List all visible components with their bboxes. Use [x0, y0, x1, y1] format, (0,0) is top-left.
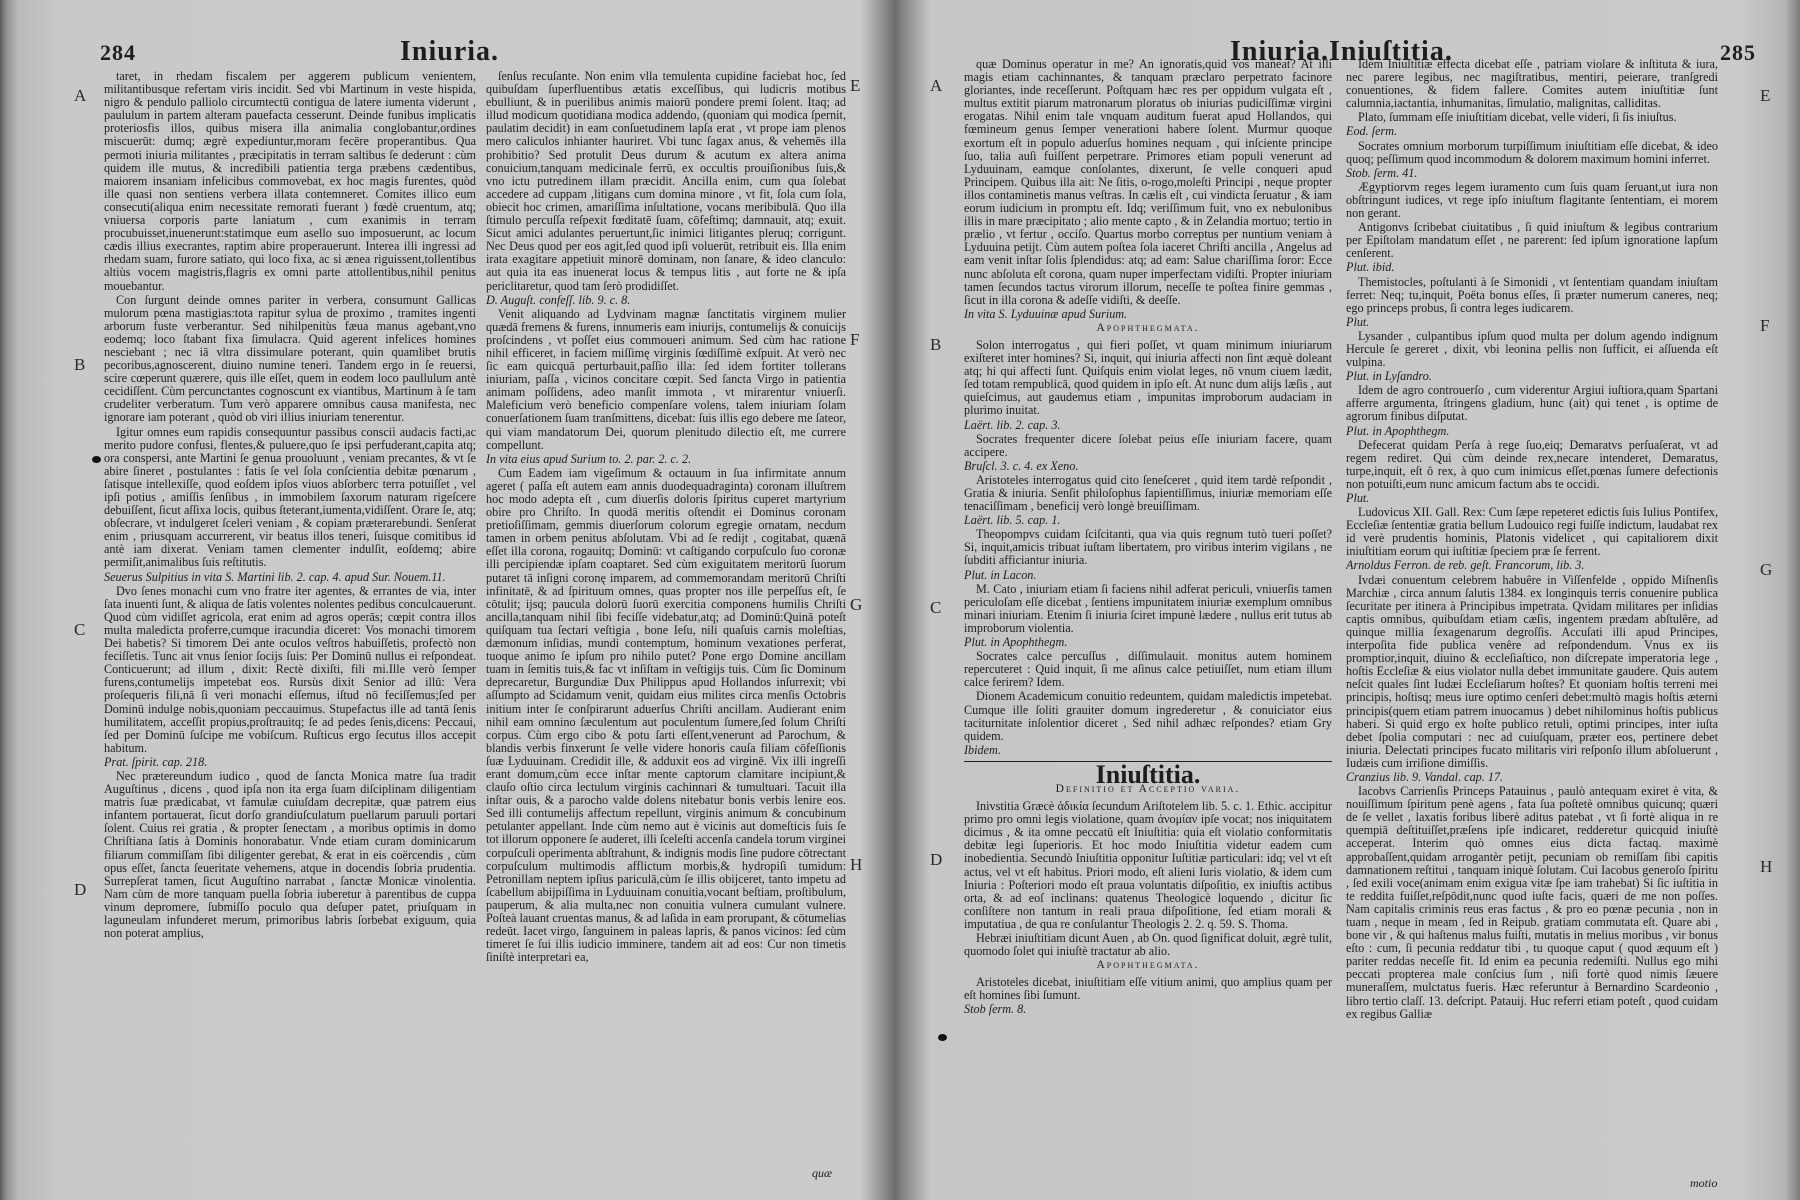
paragraph: Plato, ſummam eſſe iniuſtitiam dicebat, velle videri, ſi ſis iniuſtus.	[1358, 110, 1677, 125]
source-citation: Plut. in Apophthegm.	[1346, 423, 1450, 438]
margin-letter-e: E	[850, 76, 861, 95]
source-citation: Plut.	[1346, 314, 1370, 329]
margin-letter-g: G	[850, 595, 863, 614]
running-head-right: Iniuria.Iniuſtitia.	[1230, 36, 1453, 67]
margin-letter-d: D	[930, 850, 943, 869]
section-heading: Definitio et Acceptio varia.	[1055, 782, 1241, 795]
left-page	[0, 0, 895, 1200]
paragraph: Themistocles, poſtulanti à ſe Simonidi , vt ſententiam quandam iniuſtam ferret: Neq; tu,inquit, Poëta bonus eſſes, ſi præter numerum caneres, neq; ego princeps probus, ſi contra leges iudicarem.	[1346, 274, 1718, 315]
source-citation: Laërt. lib. 5. cap. 1.	[964, 513, 1061, 528]
margin-letter-h: H	[850, 855, 863, 874]
paragraph: Cum Eadem iam vigeſimum & octauum in ſua infirmitate annum ageret ( paſſa eſt autem eam annis duodequadraginta) coronam illuſtrem hoc modo adepta eſt , cum diuerſis doloris ſpiritus cuperet martyrium obire pro Chriſto. In quodā meritis oſtendit ei Dominus coronam pretioſiſſimam, gemmis diuerſorum colorum egregie ornatam, necdum tamen in orbem penitus abſolutam. Vbi ad ſe redijt , cogitabat, quænā eſſet illa corona, rogauitq; Dominū: vt caſtigando corpuſculo ſuo coronæ illi percipiendæ ipſam coaptaret. Sed cùm exiguitatem meritorū ſuorum putaret tā inſigni coronę imparem, ad commemorandam meritorū Chriſti infinitatē, & ad ſpirituum omnes, quas propter nos ille perpeſſus eſt, ſe cōtulit; ijsq; paucula dolorū ſuorū exercitia componens humilis Chriſti ancilla,tanquam nihil ſibi feciſſe videbatur,atq; ad Dominū:Quinā poteſt quiſquam tua ſectari veſtigia , bone Ieſu, nili quaſuis carnis moleſtias, dæmonum inſidias, mundi contemptum, hominum vexationes perferat, tuoque animo ſe ipſum pro nihilo putet? Pone ergo Domine ancillam tuam in ſemitis tuis,& fac vt inſiſtam in veſtigijs tuis. Cùm ſic Dominum deprecaretur, Burgundiæ Dux Philippus apud Hollandos inſurrexit; vbi aſſumpto ad Scidamum venit, quidam eius milites circa menſis Octobris initium inter ſe conſpirarunt aduerſus Chriſti ancillam. Audierant enim nihil eam omnino ſæculentum aut poculentum ſumere,ſed ſolum Chriſti corpus. Cùm ergo cibo & potu ſarti eſſent,venerunt ad Parochum, & blandis verbis finxerunt ſe velle videre honoris cauſa filiam cōfeſſionis ſuæ Lyduuinam. Credidit ille, & adduxit eos ad virginē. Vix illi ingreſſi erant domum,cùm ecce inſtar mente captorum clamitare incipiunt,& clauſo oſtio circa lectulum virginis cachinnari & tumultuari. Tacuit illa inſtar ouis, & a parocho valde dolens nitebatur bonis verbis lenire eos. Sed illi contumelijs affectum repellunt, virginis animum & concubinum petulanter appellant. Inde cùm nemo aut è vicinis aut domeſticis ſuis ſe tot illorum opponere ſe auderet, illi ſceleſti accenſa candela torum virginei corpuſculi operimenta abſtrahunt, & indignis modis ſine pudore cōtrectant corpuſculum multimodis afflictum morbis,& hydropiſi tumidum: Petronillam neptem ipſius pariculā,cùm ſe illis obijceret, tanto impetu ad ſcabellum abijpiſſima in Lyduuinam conuitia,vocant beſtiam, proſtibulum, pauperum, & alia multa,nec non conuitia vulnera cumulant vulnere. Poſteà lauant cruentas manus, & ad laſida in eam prorupant, & cōtumelias redeūt. Iacet virgo, ſanguinem in paleas lapris, & panos vicinos: ſed cùm timeret ſe ſui illis iudicio imminere, tandem ait ad eos: Cur non timetis ſiniſtè interpretari ea,	[486, 465, 846, 965]
margin-letter-e: E	[1760, 86, 1771, 105]
margin-letter-h: H	[1760, 857, 1773, 876]
paragraph: Igitur omnes eum rapidis consequuntur passibus consciì audacis facti,ac merito pudore confusi, flentes,& puluere,quo ſe ipsi perfuderant,capita atq; ora conspersi, ante Martini ſe genua prouoluunt , veniam precantes, & vt ſe abire ſineret , postulantes : fatis ſe vel ſola conſcientia debitæ pœnarum , ſatisque intellexiſſe, quod eoſdem ipſos viuos abſorberc terra potuiſſet , vel ipſi potius , amiſſis ſenſibus , in immobilem ſaxorum naturam rigeſcere debuiſſent, ſicut aſſixa locis, quibus ſteterant,iumenta,vidiſſent. Orare ſe, atq; obſecrare, vt indulgeret ſceleri veniam , & copiam præterarebundi. Senſerat enim , priusquam accurrerent, vir beatus illos teneri, ſuisque comitibus id antè iam dixerat. Veniam tamen clementer indulſit, eoſdemq; abire permiſit,animalibus ſuis reſtitutis.	[104, 424, 476, 570]
right-page	[900, 0, 1800, 1200]
section-heading: Apophthegmata.	[1096, 321, 1200, 334]
paragraph: Solon interrogatus , qui fieri poſſet, vt quam minimum iniuriarum exiſteret inter homines? Si, inquit, qui iniuria affecti non ſint æquè doleant atq; hi qui affecti ſunt. Quiſquis enim violat leges, nō vnum ciuem lædit, ſed totam rempublicā, quod quidem in ipſo eſt. At nunc dum alijs læſis , aut quieſcimus, aut gaudemus etiam , impunitas improborum audaciam in plurimo inuitat.	[964, 337, 1332, 418]
margin-letter-a: A	[74, 86, 87, 105]
page-number-right: 285	[1720, 40, 1756, 65]
paragraph: Nec prætereundum iudico , quod de ſancta Monica matre ſua tradit Auguſtinus , dicens , quod ipſa non ita erga ſuam diſciplinam diligentiam matris ſuæ prædicabat, vt famulæ cuiuſdam decrepitæ, quæ patrem eius infantem portauerat, ſicut dorſo grandiuſculatum puellarum paruuli portari ſolent. Cuius rei gratia , & propter ſenectam , a moribus optimis in domo Chriſtiana ſatis à Dominis honorabatur. Vnde etiam curam dominicarum filiarum commiſſam ſibi diligenter gerebat, & erat in eis coërcendis , cùm opus eſſet, ſancta ſeueritate vehemens, atque in docendis ſobria prudentia. Surrepſerat tamen, ſicut Auguſtino narrabat , ſanctæ Monicæ vinolentia. Nam cùm de more tanquam puella ſobria iuberetur à parentibus de cuppa vinum depromere, ſubmiſſo poculo qua deſuper patet, priuſquam in laguneulam infunderet merum, primoribus labris ſorbebat exiguum, quia non poterat amplius,	[104, 768, 476, 941]
margin-letter-f: F	[1760, 316, 1770, 335]
source-citation: Plut.	[1346, 491, 1370, 505]
paragraph: Iacobvs Carrienſis Princeps Patauinus , paulò antequam exiret è vita, & nouiſſimum ſpiritum penè agens , fata ſua poſtetè omnibus quicunq; quæri de ſe vellet , laxatis foribus liberè aditus patebat , vt ſi fortè aliqua in re quempiā deſtituiſſet,præſens ipſe indicaret, redderetur quicquid iniuſtè acceperat. Interim quò omnes eius dicta factaq. maximè approbaſſent,quidam arrogantèr petijt, pecuniam ob remiſſam ſibi capitis damnationem reſtitui , tanquam iniquè ſolutam. Cui Iacobus generoſo ſpiritu , ſed exili voce(animam enim exigua vitæ ſpe iam trahebat) Si ſic iuſtitia in te reddita fuiſſet,reſpōdit,nunc quod iuſte facis, quæri de me non poſſes. Nam capitalis criminis reus eras factus , & pro eo pœnæ pecunia , non in tuam , neque in meam , ſed in Reipub. gratiam commutata eſt. Quare abi , bone vir , & qui haſtenus malus fuiſti, mutatis in melius moribus , vir bonus eſto : cum, ſi pecunia reddatur tibi , tu quoque caput ( quod æquum eſt ) pariter reddas neceſſe fit. Id enim ea pecunia redemiſti. Nullus ego mihi peccati propterea male conſcius ſum , niſi fortè quod nimis ſæuere muneraſſem, mulctatus fueris. Hæc referuntur à Bernardino Scardeonio , libro tertio claſſ. 13. deſcript. Patauij. Huc referri etiam poteſt , quod cuidam ex regibus Galliæ	[1346, 784, 1718, 1021]
paragraph: Ludovicus XII. Gall. Rex: Cum ſæpe repeteret edictis ſuis Iulius Pontifex, Eccleſiæ ſententiæ gratia bellum Ludouico regi fuiſſe indictum, laudabat rex id verè prudentis hominis, Platonis videlicet , qui capitaliorem dixit iniuſtitiam eorum qui iuſtitiæ ſpeciem præ ſe ferrent.	[1346, 505, 1718, 559]
paragraph: Antigonvs ſcribebat ciuitatibus , ſi quid iniuſtum & legibus contrarium per Epiſtolam mandatum eſſet , ne parerent: ſed ipſum ignoratione lapſum cenſerent.	[1346, 220, 1718, 261]
source-citation: Ibidem.	[964, 742, 1001, 757]
right-column-1	[964, 58, 1332, 1158]
paragraph: Idem Iniuſtitiæ effecta dicebat eſſe , patriam violare & inſtituta & iura, nec parere legibus, nec magiſtratibus, mentiri, peierare, tranſgredi conuentiones, & fidem fallere. Comites autem iniuſtitiæ ſunt calumnia,iactantia, inhumanitas, ſimulatio, malignitas, calliditas.	[1346, 58, 1718, 111]
ink-spot	[938, 1034, 947, 1041]
margin-letter-d: D	[74, 880, 87, 899]
source-citation: Seuerus Sulpitius in vita S. Martini lib. 2. cap. 4. apud Sur. Nouem.11.	[104, 569, 446, 584]
ink-spot	[92, 456, 101, 463]
paragraph: Dvo ſenes monachi cum vno fratre iter agentes, & errantes de via, inter ſata inuenti ſunt, & aliqua de ſatis volentes nolentes pedibus conculcauerunt. Quod cùm vidiſſet agricola, erat enim ad agros operās; cœpit contra illos multa maledicta proferre,cumque iracundia diceret: Vos monachi timorem Dei habetis? Si timorem Dei ante oculos veſtros habuiſſetis, profectò non feciſſetis. Tunc ait vnus ſenior ſocijs ſuis: Per Dominū nullus ei reſpondeat. Conticuerunt; ad illum , dixit: Rectè dixiſti, fili mi.Ille verò ſemper furens,contumelijs impetebat eos. Rursùs dixit Senior ad illū: Vera proſequeris fili,nā ſi veri monachi eſſemus, iſtud nō feciſſemus;ſed per Dominū indulge nobis,quoniam peccauimus. Stupefactus ille ad tantā ſenis humilitatem, acceſſit propius,proſtrauitq; ſe ad pedes ſenis,dicens: Peccaui, ſed per Dominū ſuſcipe me vobiſcum. Ruſticus ergo ſecutus illos accepit habitum.	[104, 583, 476, 755]
paragraph: quæ Dominus operatur in me? An ignoratis,quid vos maneat? At illi magis etiam cachinnantes, & tanquam præclaro perpetrato facinore gloriantes, inde receſſerunt. Poſtquam hæc res per oppidum vulgata eſt , multus extitit piarum matronarum ploratus ob iniurias pudiciſſimæ virgini erogatas. Nihil enim tale vnquam auditum fuerat apud Hollandos, qui fœmineum genus ſemper venerationi habere ſolent. Murmur quoque exortum eſt in populo aduerſus homines nequam , qui inſciente principe ſuo, talia auſi fuiſſent perpetrare. Primores etiam populi venerunt ad Lyduuinam, eamque conſolantes, dixerunt, ſe velle conqueri apud Principem. Quibus illa ait: Ne ſitis, o-rogo,moleſti Principi , neque propter illos contaminetis manus veſtras. In cælis eſt , cui vindicta ſeruatur , & iam eorum iudicium in promptu eſt. Idq; veriſſimum fuit, vno ex nebulonibus illis in mare præcipitato ; alio mente capto , & in Zelandia mortuo; tertio in prælio , vt fertur , occiſo. Quartus morbo correptus per nuntium veniam à Lyduuina petijt. Cùm autem poſtea ſola iaceret Chriſti ancilla , Angelus ad eam venit inſtar ſolis ſplendidus: atq; ad eam: Salue chariſſima ſoror: Ecce nunc abſoluta eſt corona, quam nuper imperfectam vidiſti. Propter iniuriam tamen ſecundos tactus virorum illorum, neceſſe te poſtea finire gemmas , ſicut in illa corona & adeſſe vidiſti, & deeſſe.	[964, 58, 1332, 307]
source-citation: In vita eius apud Surium to. 2. par. 2. c. 2.	[486, 451, 692, 466]
left-column-2	[486, 70, 846, 1162]
paragraph: ſenſus recuſante. Non enim vlla temulenta cupidine faciebat hoc, ſed quibuſdam ſuperfluentibus ætatis exceſſibus, qui ludicris motibus ebulliunt, & in puerilibus animis maiorū pondere premi ſolent. Itaq; ad illud modicum quotidiana modica addendo, (quoniam qui modica ſpernit, paulatim decidit) in eam conſuetudinem lapſa erat , vt prope iam plenos mero caliculos inhianter hauriret. Vbi tunc ſagax anus, & vehemēs illa prohibitio? Sed protulit Deus durum & acutum ex altera anima conuicium,tanquam medicinale ferrū, ex occultis prouiſionibus ſuis,& vno ictu putredinem illam præcidit. Ancilla enim, cum qua ſolebat accedere ad cuppam ,litigans cum domina minore , vt fit, ſola cum ſola, obiecit hoc crimen, amariſſima inſultatione, vocans meribibulā. Quo illa ſtimulo percuſſa reſpexit fœditatē ſuam, cōfeſtimq; damnauit, atq; exuit. Sicut amici adulantes peruertunt,ſic inimici litigantes pleruq; corrigunt. Nec Deus quod per eos agit,ſed quod ipſi voluerūt, retribuit eis. Illa enim irata exagitare appetiuit minorē dominam, non ſanare, & ideo clanculo: aut quia ita eas inuenerat locus & tempus litis , aut forte ne & ipſa periclitaretur, quod tam ſerò prodidiſſet.	[486, 70, 846, 293]
paragraph: Defecerat quidam Perſa à rege ſuo,eiq; Demaratvs perſuaſerat, vt ad regem rediret. Qui cùm deinde rex,necare intenderet, Demaratus, turpe,inquit, eſt ô rex, à quo cum inimicus eſſet,pœnas ſumere defectionis non potuiſti,eum nunc amicum factum abs te occidi.	[1346, 437, 1718, 491]
paragraph: Aristoteles interrogatus quid cito ſeneſceret , quid item tardè reſpondit , Gratia & iniuria. Senſit philoſophus ſapientiſſimus, iniuriæ memoriam eſſe tenaciſſimam , beneficij verò longè breuiſſimam.	[964, 472, 1332, 514]
paragraph: Socrates omnium morborum turpiſſimum iniuſtitiam eſſe dicebat, & ideo quoq; peſſimum quod incommodum & dolorem maximum homini inferret.	[1346, 138, 1718, 166]
margin-letter-c: C	[930, 598, 942, 617]
source-citation: Plut. in Apophthegm.	[964, 635, 1068, 650]
margin-letter-c: C	[74, 620, 86, 639]
source-citation: Plut. in Lyſandro.	[1346, 369, 1432, 384]
margin-letter-g: G	[1760, 560, 1773, 579]
page-number-left: 284	[100, 40, 136, 65]
paragraph: Theopompvs cuidam ſciſcitanti, qua via quis regnum tutò tueri poſſet? Si, inquit,amicis tribuat iuſtam libertatem, pro viribus interim vigilans , ne ſubditi afficiantur iniuria.	[964, 527, 1332, 568]
paragraph: Socrates frequenter dicere ſolebat peius eſſe iniuriam facere, quam accipere.	[964, 431, 1332, 459]
paragraph: Socrates calce percuſſus , diſſimulauit. monitus autem hominem repercuteret : Quid inquit, ſi me aſinus calce petiuiſſet, num etiam illum calce ferirem? Idem.	[964, 649, 1332, 690]
paragraph: Ægyptiorvm reges legem iuramento cum ſuis quam ſeruant,ut iura non obſtringunt iudices, vt rege ipſo iniuſtum flagitante ſententiam, ei morem non gerant.	[1346, 179, 1718, 221]
source-citation: Prat. ſpirit. cap. 218.	[104, 754, 208, 769]
source-citation: Plut. in Lacon.	[964, 567, 1037, 582]
source-citation: Plut. ibid.	[1346, 260, 1395, 275]
source-citation: D. Auguſt. confeſſ. lib. 9. c. 8.	[486, 292, 631, 307]
paragraph: Ivdæi conuentum celebrem habuêre in Viſſenfelde , oppido Miſnenſis Marchiæ , circa annum ſalutis 1384. ex longinquis terris conuenire publica ſecuritate per itinera à Principibus impetrata. Qvidam militares per inſidias captis omnibus, quibuſdam etiam cæſis, ingentem prædam abſtulêre, ad quinque millia ſexagenarum degroſſis. Accuſati illi apud Principes, interpoſita fide publica venêre ad reſpondendum. Vnus ex iis promptior,inquit, diuino & eccleſiaſtico, non diſcrepate imperatoria lege , hoſtis Eccleſiæ & eius violator nulla debet immunitate gaudere. Quis autem neſcit quales ſint Iudæi Eccleſiarum hoſtes? Et quoniam hoſtis terreni mei principis, hoſtisq; meus iure optimo cenſeri debet:multò magis hoſtis æterni principis(quem etiam patrem inuocamus ) debet nihilominus hoſtis publicus haberi. Si quid ergo ex hoſte publico retuli, optimi principes, inter iuſta debet ſpolia computari : nec ad cuiuſquam, præter eos, pertinere debet iniuria. Delectati principes fucato militaris viri reſponſo illum abſoluerunt , Iudæis cum irriſione dimiſſis.	[1346, 572, 1718, 770]
source-citation: In vita S. Lyduuinæ apud Surium.	[964, 306, 1128, 321]
section-heading: Apophthegmata.	[1096, 959, 1200, 972]
source-citation: Stob ſerm. 8.	[964, 1002, 1027, 1017]
paragraph: Hebræi iniuſtitiam dicunt Auen , ab On. quod ſignificat doluit, ægrè tulit, quomodo ſolet qui iniuſtè tractatur ab alio.	[964, 931, 1332, 959]
paragraph: Dionem Academicum conuitio redeuntem, quidam maledictis impetebat. Cumque ille ſoliti grauiter domum ingrederetur , & conuiciator eius taciturnitate inſolentior diceret , Sed nihil adhæc reſpondes? etiam Gry quidem.	[964, 689, 1332, 743]
left-column-1	[104, 70, 476, 1170]
source-citation: Eod. ſerm.	[1346, 124, 1398, 139]
paragraph: Venit aliquando ad Lydvinam magnæ ſanctitatis virginem mulier quædā fremens & furens, innumeris eam iniurijs, contumelijs & conuicijs proſcindens , vt poſſet eius commoueri animum. Sed cùm hac ratione nihil efficeret, in faciem miſſimę virginis ſœdiſſimè exſpuit. At verò nec ſic eam quicquā perturbauit,paſſio illa: ſed idem fortiter tollerans iniuriam, paſſa , vicinos concitare cœpit. Sed ſancta Virgo in patientia animam poſſidens, adeo manſit immota , vt mirarentur vniuerſi. Maleficium verò beneficio compenſare volens, talem iniuriam ſolam conuerſationem ſuam tranſmittens, dicebat: ſuis illis ego debere me ſateor, qui viam mandatorum Dei, quorum plenitudo dilectio eſt, me currere compellunt.	[486, 306, 846, 452]
margin-letter-b: B	[930, 335, 942, 354]
source-citation: Stob. ſerm. 41.	[1346, 165, 1418, 180]
paragraph: Con ſurgunt deinde omnes pariter in verbera, consumunt Gallicas mulorum pœna mastigias:tota rapitur sylua de proximo , tramites ingenti arborum fuste verberantur. Sed nihilpenitùs fæua manus agebant,vno eodemq; loco ſtabant fixa ſimulacra. Quid agerent infelices homines nesciebant ; nec iā vltra dissimulare poterant, quin quamlibet brutis pecoribus,agnoscerent, diuino numine teneri. Tandem ergo in ſe reuersi, scire cœperunt quærere, quis ille eſſet, quem in eodem loco paullulum antè cecidiſſent. Cùm percunctantes cognoscunt ex viantibus, Martinum à ſe tam crudeliter verberatum. Tum verò apparere omnibus causa manifesta, nec ignorare iam poterant , quòd ob viri illius iniuriam tenerentur.	[104, 292, 476, 425]
paragraph: Lysander , culpantibus ipſum quod multa per dolum agendo indignum Hercule ſe gereret , dixit, vbi leonina pellis non ſufficit, ei aſſuenda eſt vulpina.	[1346, 328, 1718, 370]
paragraph: M. Cato , iniuriam etiam ſi faciens nihil adferat periculi, vniuerſis tamen periculoſam eſſe dicebat , ſentiens impunitatem iniuriæ exemplum omnibus minari iniuriam. Etenim ſi iniuria ſciret impunè lædere , nullus erit tutus ab improborum violentia.	[964, 581, 1332, 635]
chapter-title: Iniuſtitia.	[1095, 759, 1201, 789]
running-head-left: Iniuria.	[400, 36, 500, 67]
source-citation: Cranzius lib. 9. Vandal. cap. 17.	[1346, 769, 1504, 784]
margin-letter-a: A	[930, 76, 943, 95]
paragraph: Inivstitia Græcè ἀδικία ſecundum Ariſtotelem lib. 5. c. 1. Ethic. accipitur primo pro omni legis violatione, quam ἀνομίαν ipſe vocat; nos iniquitatem dicimus , & ita omne peccatū eſt Iniuſtitia: quia eſt violatio conformitatis debitæ legi ſuperioris. Et hoc modo Iniuſtitia videtur eadem cum inobedientia. Secundò Iniuſtitia opponitur Iuſtitiæ particulari: idq; vel vt eſt actus, vel vt eſt habitus. Priori modo, eſt alieni Iuris violatio, & idem cum Iniuria : Poſteriori modo eſt praua voluntatis diſpoſitio, ex iniuſtis actibus orta, & ad eoſ inclinans: quatenus Theologicè loquendo , dicitur ſic conſiſtere non tantum in reali praua diſpoſitione, ſed etiam morali & imputatiua , de qua re conſulantur Theologis 2. 2. q. 59. S. Thoma.	[964, 799, 1332, 931]
right-column-2	[1346, 58, 1718, 1168]
margin-letter-b: B	[74, 355, 86, 374]
source-citation: Arnoldus Ferron. de reb. geſt. Francorum, lib. 3.	[1346, 558, 1585, 573]
paragraph: taret, in rhedam fiscalem per aggerem publicum venientem, militantibusque refertam viris incidit. Sed vbi Martinum in veste hispida, nigro & pendulo palliolo circumtectū contigua de latere iumenta viderunt , paululum in partem alteram pauefacta cesserunt. Deinde funibus implicatis proteriosfis illos, quibus misera illa animalia conglobantur,ordines miscuerūt: dumq; ægrè expediuntur,moram fecēre properantibus. Qua permoti iniuria militantes , præcipitatis in terram saltibus ſe dederunt : cùm quidem ille mutus, & incredibili patientia terga præbens cædentibus, maiorem insaniam infelicibus commovebat, ex hoc magis furentes, quòd ille quasi non sentiens verbera illata contemneret. Comites illico eum consecuti(aliqua enim necessitate remorati fuerant ) fœdè cruentum, atq; vniuersa corporis parte laniatum , cum exanimis in terram procubuisset,inuenerunt:statimque eum asello suo imposuerunt, ac locum cædis illius execrantes, raptim abire properauerunt. Interea illi ingressi ad rhedam suam, furore satiato, qui loco fixa, ac si ænea riguissent,tollentibus altiùs vocem magistris,flagris ex omni parte attollentibus,nihil penitus mouebantur.	[104, 70, 476, 293]
source-citation: Bruſcl. 3. c. 4. ex Xeno.	[964, 458, 1079, 473]
catchword-left: quæ	[812, 1166, 833, 1180]
source-citation: Laërt. lib. 2. cap. 3.	[964, 417, 1061, 432]
paragraph: Aristoteles dicebat, iniuſtitiam eſſe vitium animi, quo amplius quam per eſt homines ſibi ſumunt.	[964, 975, 1332, 1003]
paragraph: Idem de agro controuerſo , cum viderentur Argiui iuſtiora,quam Spartani afferre argumenta, ſtringens gladium, hunc (ait) qui tenet , is optime de agrorum finibus diſputat.	[1346, 383, 1718, 424]
catchword-right: motio	[1690, 1176, 1718, 1190]
margin-letter-f: F	[850, 330, 860, 349]
